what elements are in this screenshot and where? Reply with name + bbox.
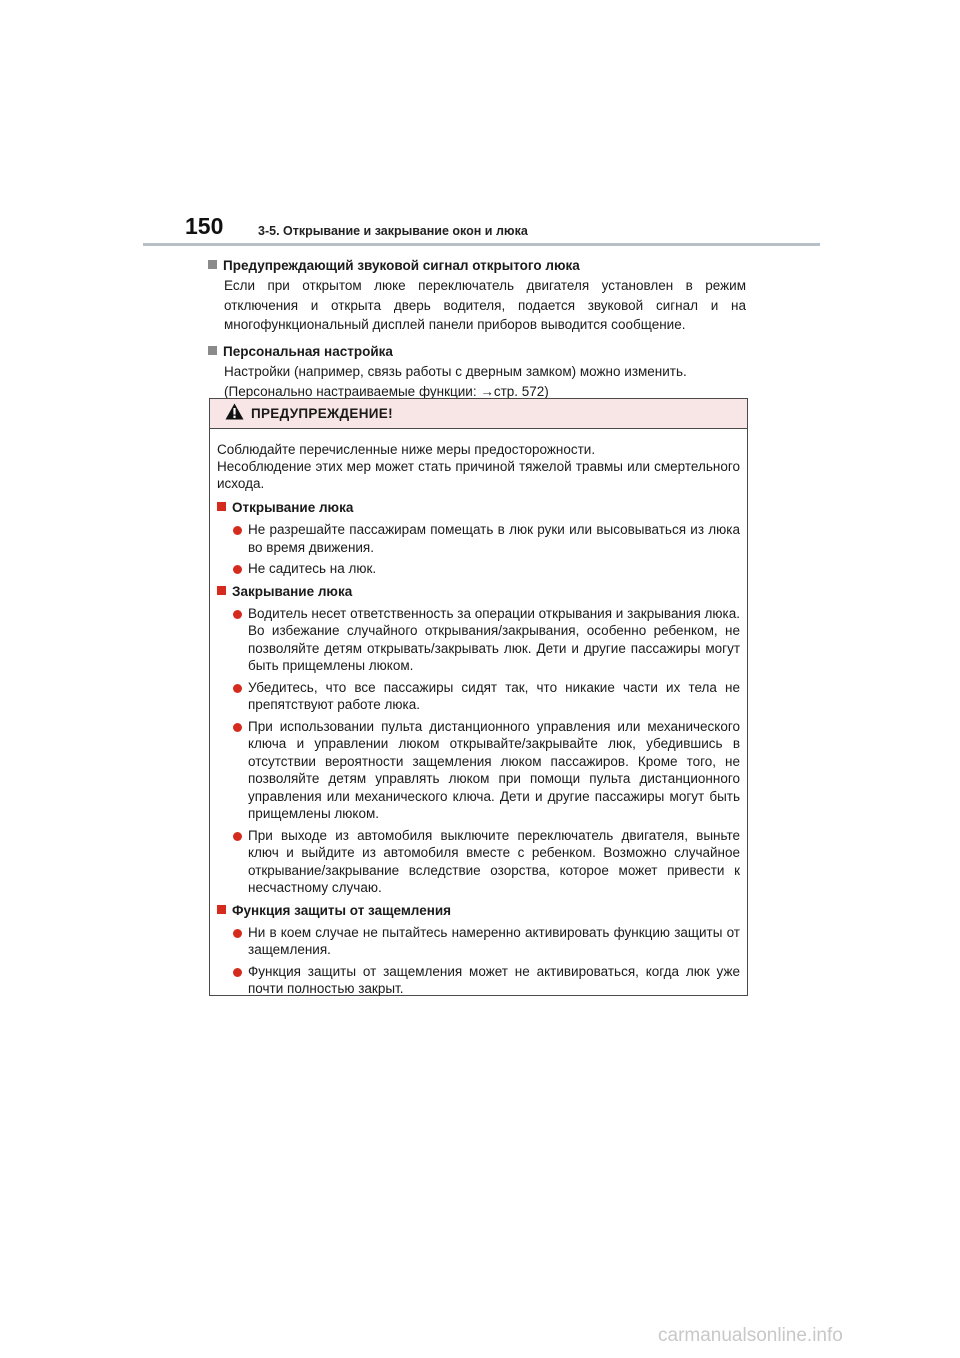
- warning-bullet: [217, 605, 740, 675]
- warning-group-heading-text: Функция защиты от защемления: [232, 902, 452, 918]
- round-bullet-icon: [233, 968, 242, 977]
- warning-bullet: [217, 963, 740, 998]
- warning-intro: Соблюдайте перечисленные ниже меры предосторожности.: [217, 442, 596, 457]
- warning-bullet-text: Ни в коем случае не пытайтесь намеренно активировать функцию защиты от защемления.: [248, 924, 740, 957]
- round-bullet-icon: [233, 565, 242, 574]
- section-heading-text: Персональная настройка: [223, 343, 393, 359]
- warning-group-heading-text: Закрывание люка: [232, 583, 353, 599]
- warning-box: [209, 398, 748, 996]
- warning-bullet: [217, 560, 740, 578]
- warning-bullet-text: При выходе из автомобиля выключите переключатель двигателя, выньте ключ и выйдите из автомобиля вместе с ребенком. Возможно случайное открывание/закрывание вследствие озорства, которое может привести к несчастному случаю.: [248, 827, 740, 895]
- warning-bullet-text: Не разрешайте пассажирам помещать в люк руки или высовываться из люка во время движения.: [248, 522, 740, 555]
- round-bullet-icon: [233, 684, 242, 693]
- section-heading: [208, 256, 746, 275]
- round-bullet-icon: [233, 832, 242, 841]
- warning-group-heading: [217, 901, 740, 920]
- square-bullet-icon: [208, 260, 217, 269]
- warning-header: [210, 399, 747, 429]
- section-open-sunroof-warning: [208, 256, 746, 335]
- warning-bullet: [217, 924, 740, 959]
- warning-bullet-text: Функция защиты от защемления может не активироваться, когда люк уже почти полностью закрыт.: [248, 963, 740, 996]
- warning-group-heading-text: Открывание люка: [232, 500, 354, 515]
- section-heading: [208, 342, 746, 361]
- warning-title: ПРЕДУПРЕЖДЕНИЕ!: [251, 406, 393, 421]
- warning-triangle-icon: [225, 403, 244, 425]
- warning-intro: Несоблюдение этих мер может стать причиной тяжелой травмы или смертельного исхода.: [217, 459, 740, 491]
- warning-bullet: [217, 827, 740, 897]
- square-bullet-icon: [208, 346, 217, 355]
- section-paragraph: Если при открытом люке переключатель двигателя установлен в режим отключения и открыта дверь водителя, подается звуковой сигнал и на многофункциональный дисплей панели приборов выводится сообщение.: [224, 278, 746, 332]
- warning-bullet-text: Не садитесь на люк.: [248, 561, 377, 576]
- square-bullet-icon: [217, 586, 226, 595]
- section-heading-text: Предупреждающий звуковой сигнал открытого люка: [223, 258, 580, 273]
- section-paragraph: Настройки (например, связь работы с дверным замком) можно изменить.: [224, 363, 687, 379]
- section-title: 3-5. Открывание и закрывание окон и люка: [258, 224, 528, 238]
- warning-bullet-text: Убедитесь, что все пассажиры сидят так, что никакие части их тела не препятствуют работе люка.: [248, 679, 740, 712]
- page-number: 150: [185, 213, 224, 239]
- warning-bullet-text: При использовании пульта дистанционного управления или механического ключа и управлении люком открывайте/закрывайте люк, убедившись в отсутствии вероятности защемления люком пассажиров. Кроме того, не позволяйте детям управлять люком при помощи пульта дистанционного управления или механического ключа. Дети и другие пассажиры могут быть прищемлены люком.: [248, 718, 740, 821]
- round-bullet-icon: [233, 610, 242, 619]
- watermark[interactable]: carmanualsonline.info: [658, 1325, 843, 1346]
- warning-bullet-text: Водитель несет ответственность за операции открывания и закрывания люка. Во избежание случайного открывания/закрывания, особенно ребенком, не позволяйте детям открывать/закрывать люк. Дети и другие пассажиры могут быть прищемлены люком.: [248, 605, 740, 673]
- square-bullet-icon: [217, 502, 226, 511]
- square-bullet-icon: [217, 905, 226, 914]
- main-content: [208, 256, 746, 409]
- warning-body: [210, 429, 747, 998]
- header-rule: [143, 243, 820, 246]
- warning-group-heading: [217, 498, 740, 517]
- warning-bullet: [217, 679, 740, 714]
- section-paragraph: (Персонально настраиваемые функции: →стр. 572): [224, 384, 549, 399]
- round-bullet-icon: [233, 929, 242, 938]
- warning-bullet: [217, 521, 740, 556]
- section-personal-settings: [208, 342, 746, 402]
- warning-group-heading: [217, 582, 740, 601]
- warning-bullet: [217, 718, 740, 823]
- round-bullet-icon: [233, 723, 242, 732]
- round-bullet-icon: [233, 526, 242, 535]
